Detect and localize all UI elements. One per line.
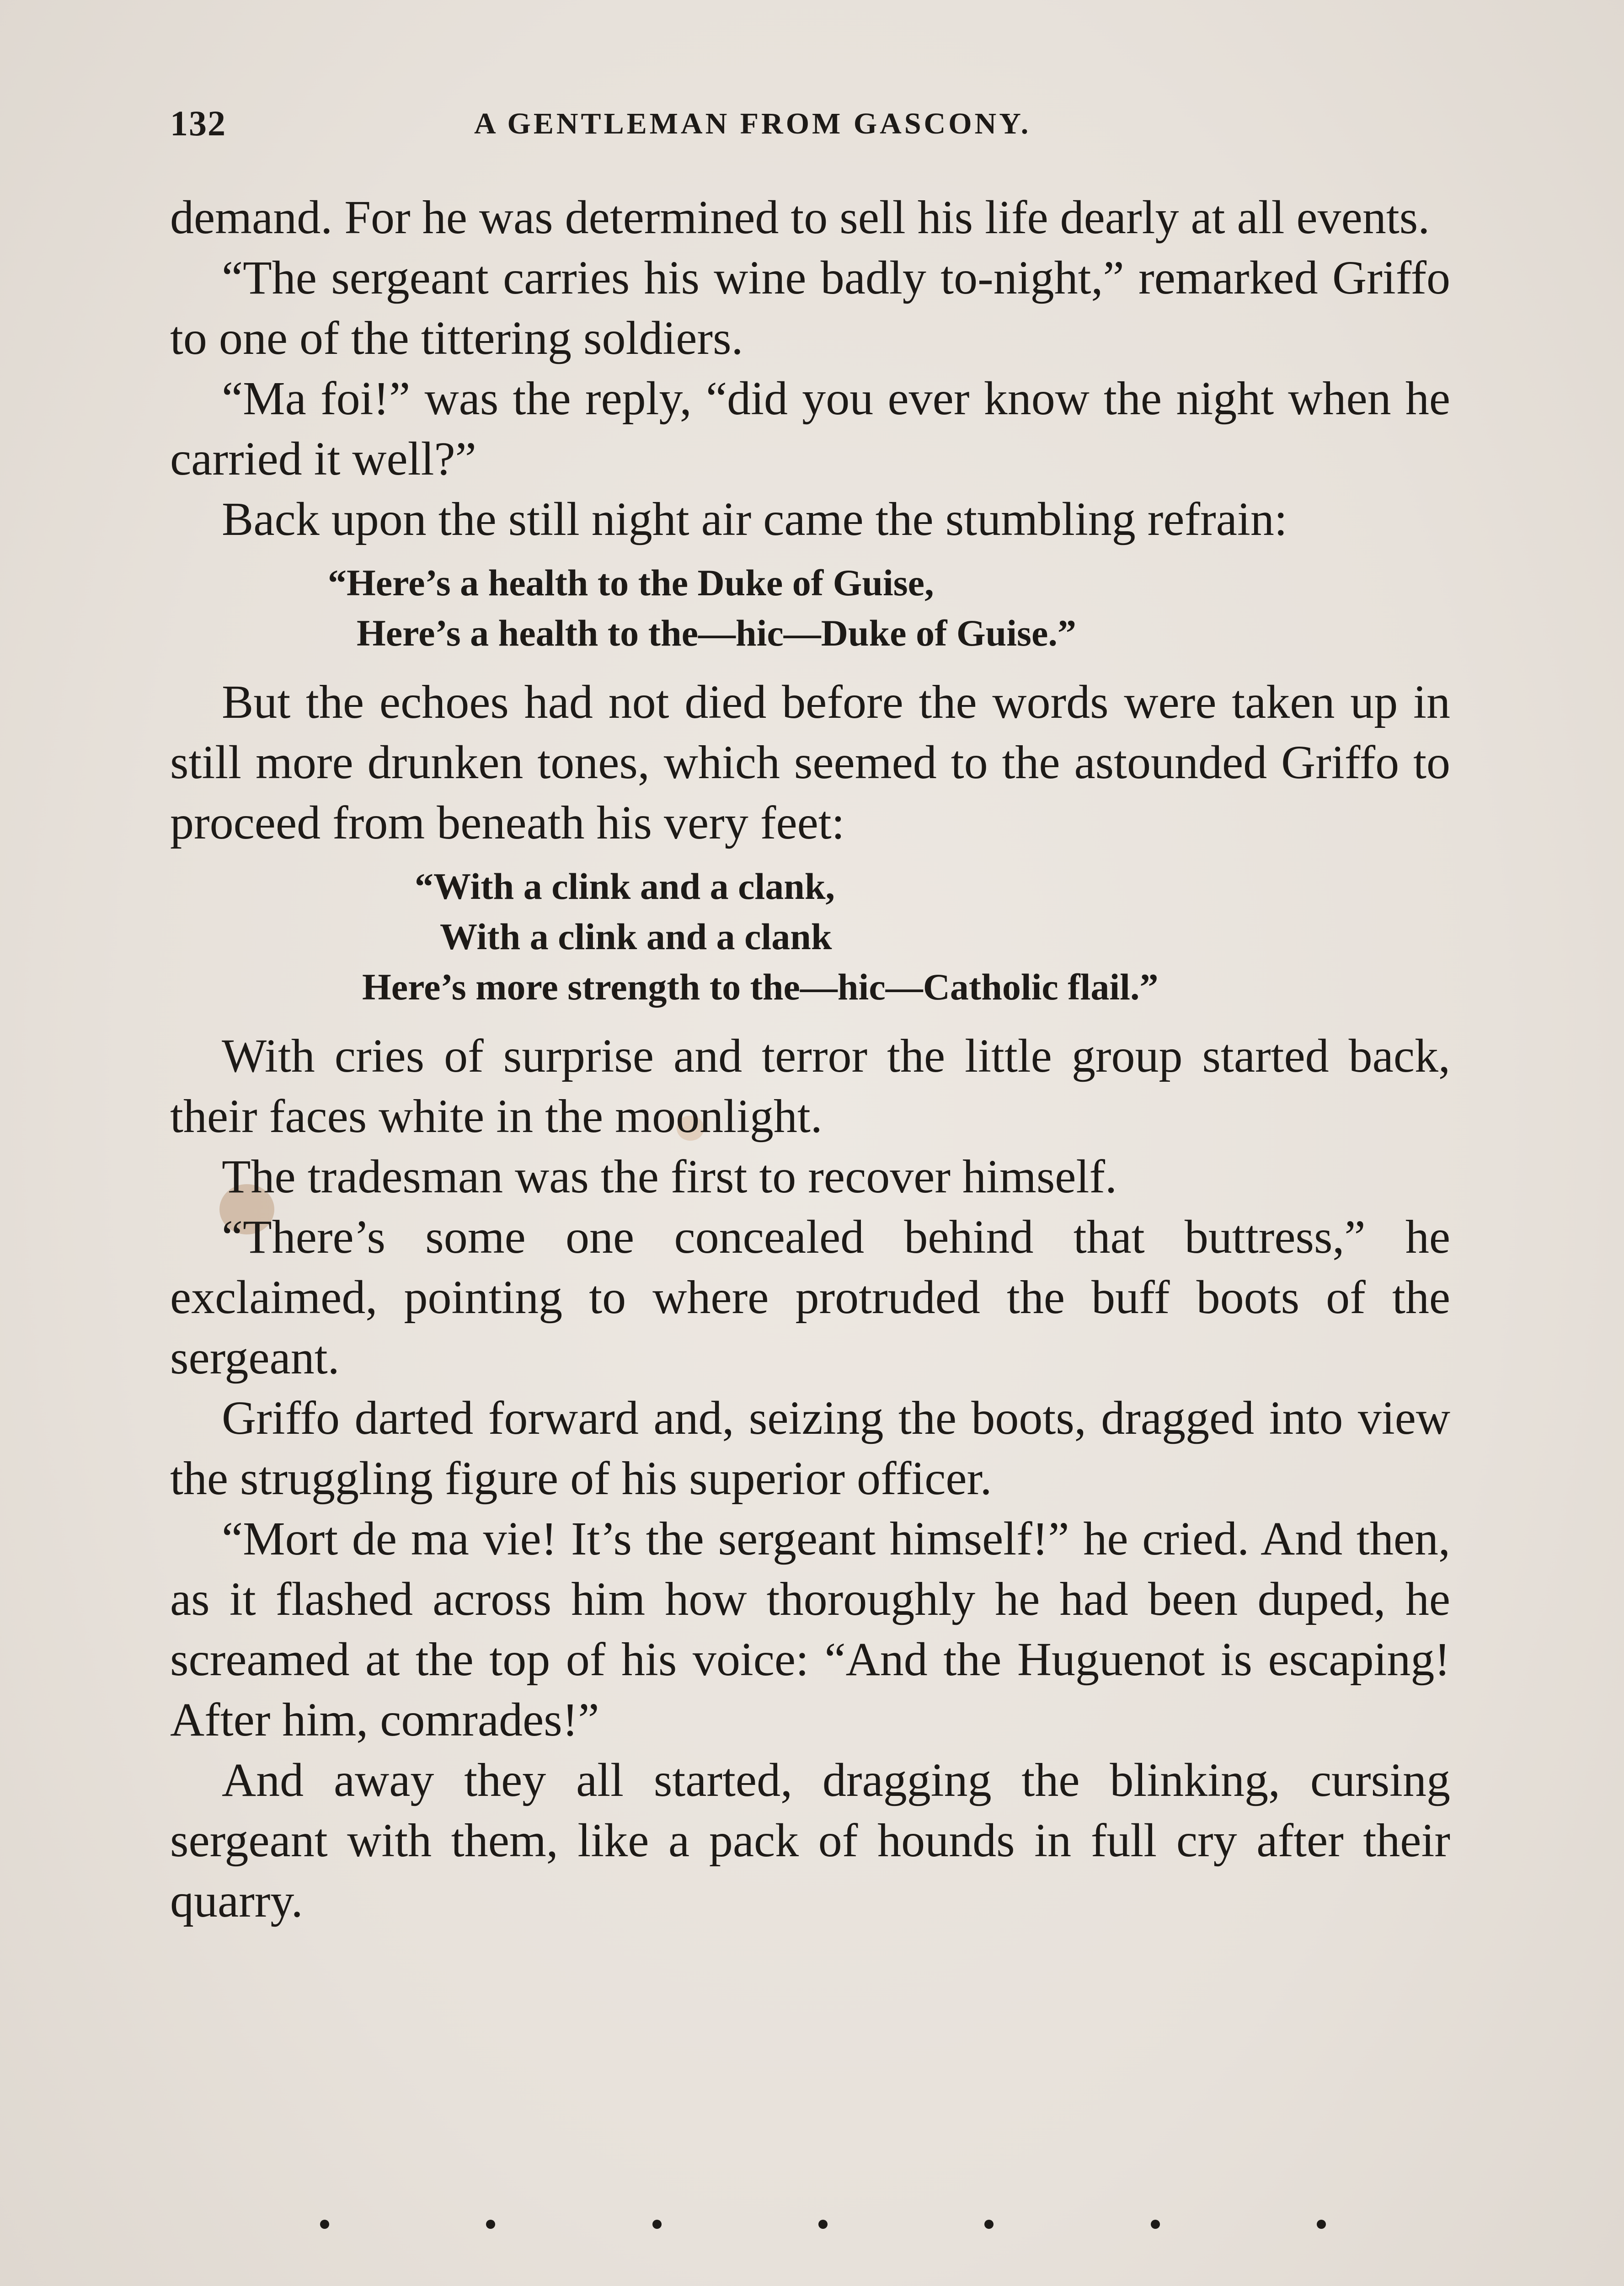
- verse-block: [170, 558, 1450, 658]
- paragraph: Back upon the still night air came the stumbling refrain:: [222, 493, 1287, 545]
- paragraph: “Ma foi!” was the reply, “did you ever know the night when he carried it well?”: [170, 372, 1450, 485]
- dot: [486, 2220, 495, 2229]
- verse-line: “Here’s a health to the Duke of Guise,: [328, 562, 934, 604]
- verse-line: Here’s more strength to the—hic—Catholic flail.”: [362, 966, 1159, 1008]
- section-break-dots: [320, 2220, 1326, 2238]
- paragraph: With cries of surprise and terror the little group started back, their faces white in the moonlight.: [170, 1030, 1450, 1143]
- dot: [652, 2220, 662, 2229]
- paragraph: But the echoes had not died before the words were taken up in still more drunken tones, which seemed to the astounded Griffo to proceed from beneath his very feet:: [170, 676, 1450, 849]
- paragraph: The tradesman was the first to recover himself.: [222, 1150, 1117, 1203]
- paragraph: And away they all started, dragging the blinking, cursing sergeant with them, like a pack of hounds in full cry after their quarry.: [170, 1754, 1450, 1927]
- paragraph: Griffo darted forward and, seizing the boots, dragged into view the struggling figure of his superior officer.: [170, 1392, 1450, 1505]
- verse-block: [170, 861, 1450, 1012]
- running-head: A GENTLEMAN FROM GASCONY.: [474, 107, 1031, 140]
- page-header: [170, 98, 1450, 149]
- verse-line: With a clink and a clank: [440, 916, 832, 957]
- dot: [1317, 2220, 1326, 2229]
- paragraph: “The sergeant carries his wine badly to-night,” remarked Griffo to one of the tittering soldiers.: [170, 251, 1450, 364]
- page-number: 132: [170, 103, 226, 143]
- verse-line: “With a clink and a clank,: [415, 865, 835, 907]
- verse-line: Here’s a health to the—hic—Duke of Guise.”: [357, 612, 1076, 654]
- dot: [984, 2220, 994, 2229]
- dot: [320, 2220, 329, 2229]
- dot: [1151, 2220, 1160, 2229]
- paragraph: “There’s some one concealed behind that buttress,” he exclaimed, pointing to where protruded the buff boots of the sergeant.: [170, 1211, 1450, 1384]
- body-text: [170, 187, 1450, 1931]
- paragraph: “Mort de ma vie! It’s the sergeant himself!” he cried. And then, as it flashed across him how thoroughly he had been duped, he screamed at the top of his voice: “And the Huguenot is escaping! After him, comrades!”: [170, 1512, 1450, 1746]
- dot: [818, 2220, 828, 2229]
- paragraph: demand. For he was determined to sell his life dearly at all events.: [170, 191, 1430, 244]
